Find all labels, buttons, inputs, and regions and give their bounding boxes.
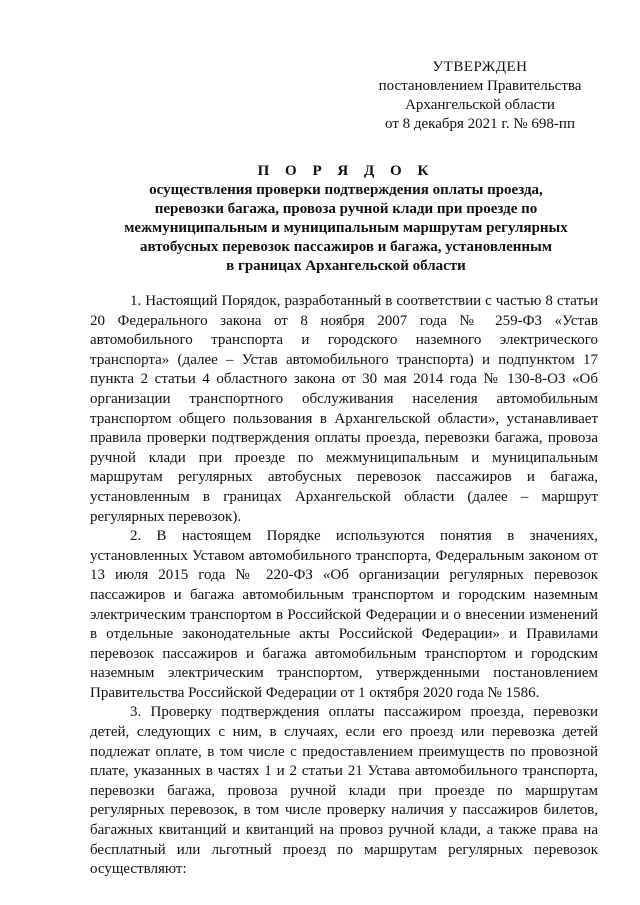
document-subtitle-line: межмуниципальным и муниципальным маршрутам регулярных <box>124 220 568 236</box>
document-heading <box>96 162 596 276</box>
approval-block <box>360 58 600 134</box>
paragraph-1: 1. Настоящий Порядок, разработанный в соответствии с частью 8 статьи 20 Федерального закона от 8 ноября 2007 года № 259-ФЗ «Устав автомобильного транспорта и городского наземного электрического транспорта» (далее – Устав автомобильного транспорта) и подпунктом 17 пункта 2 статьи 4 областного закона от 30 мая 2014 года № 130-8-ОЗ «Об организации транспортного обслуживания населения автомобильным транспортом общего пользования в Архангельской области», устанавливает правила проверки подтверждения оплаты проезда, перевозки багажа, провоза ручной клади при проезде по межмуниципальным и муниципальным маршрутам регулярных автобусных перевозок пассажиров и багажа, установленным в границах Архангельской области (далее – маршрут регулярных перевозок). <box>90 293 598 525</box>
paragraph-2: 2. В настоящем Порядке используются понятия в значениях, установленных Уставом автомобильного транспорта, Федеральным законом от 13 июля 2015 года № 220-ФЗ «Об организации регулярных перевозок пассажиров и багажа автомобильным транспортом и городским наземным электрическим транспортом в Российской Федерации и о внесении изменений в отдельные законодательные акты Российской Федерации» и Правилами перевозок пассажиров и багажа автомобильным транспортом и городским наземным электрическим транспортом, утвержденными постановлением Правительства Российской Федерации от 1 октября 2020 года № 1586. <box>90 528 598 701</box>
document-subtitle-line: автобусных перевозок пассажиров и багажа, установленным <box>139 239 553 255</box>
paragraph-3: 3. Проверку подтверждения оплаты пассажиром проезда, перевозки детей, следующих с ним, в случаях, если его проезд или перевозка детей подлежат оплате, в том числе с предоставлением преимуществ по провозной плате, указанных в частях 1 и 2 статьи 21 Устава автомобильного транспорта, перевозки багажа, провоза ручной клади при проезде по маршрутам регулярных перевозок, в том числе проверку наличия у пассажиров билетов, багажных квитанций и квитанций на провоз ручной клади, а также права на бесплатный или льготный проезд по маршрутам регулярных перевозок осуществляют: <box>90 704 598 878</box>
document-subtitle-line: в границах Архангельской области <box>226 258 466 274</box>
document-title: П О Р Я Д О К <box>257 163 435 179</box>
document-subtitle-line: осуществления проверки подтверждения оплаты проезда, <box>149 182 543 198</box>
document-body <box>90 292 598 880</box>
approval-line: постановлением Правительства <box>378 78 582 94</box>
approval-line: от 8 декабря 2021 г. № 698-пп <box>385 116 575 132</box>
approval-title: УТВЕРЖДЕН <box>432 59 528 75</box>
approval-line: Архангельской области <box>405 97 555 113</box>
document-subtitle-line: перевозки багажа, провоза ручной клади при проезде по <box>154 201 538 217</box>
